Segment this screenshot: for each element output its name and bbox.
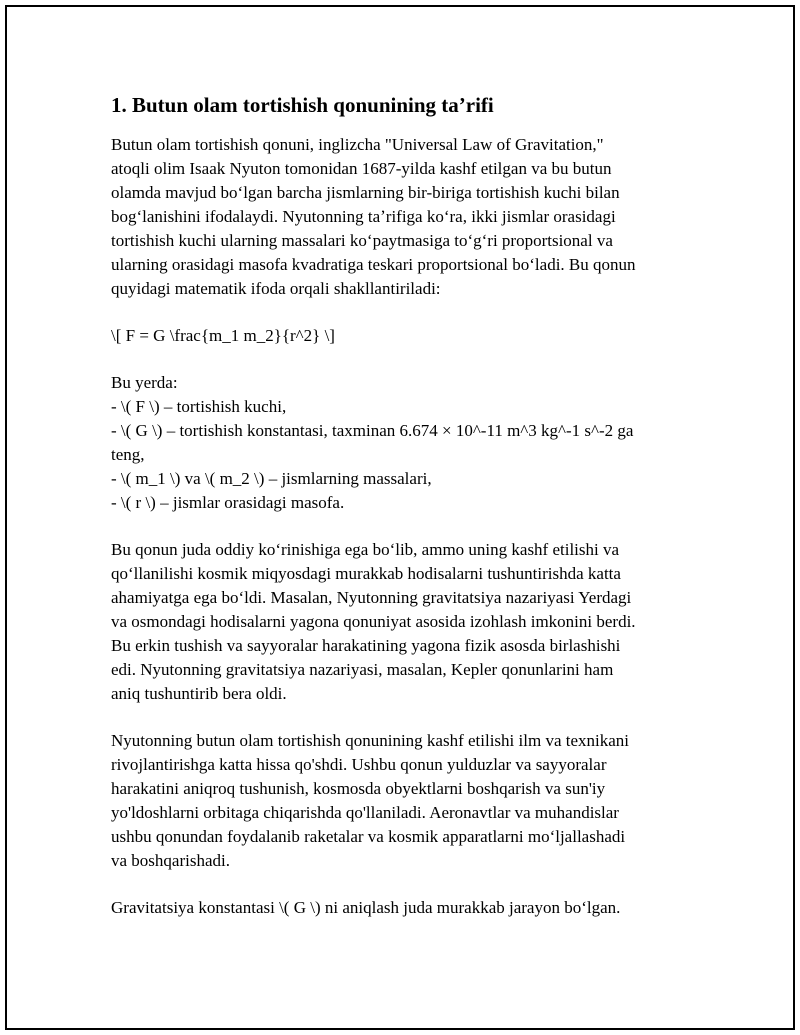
text-line: ahamiyatga ega boʻldi. Masalan, Nyutonning gravitatsiya nazariyasi Yerdagi [111,588,632,607]
paragraph-gap [111,873,701,896]
text-line: va osmondagi hodisalarni yagona qonuniyat asosida izohlash imkonini berdi. [111,612,636,631]
section-heading: 1. Butun olam tortishish qonunining ta’rifi [111,93,494,117]
text-line: bogʻlanishini ifodalaydi. Nyutonning taʼrifiga koʻra, ikki jismlar orasidagi [111,207,616,226]
text-line: Bu erkin tushish va sayyoralar harakatining yagona fizik asosda birlashishi [111,636,621,655]
text-line: harakatini aniqroq tushunish, kosmosda obyektlarni boshqarish va sun'iy [111,779,606,798]
paragraph-gap [111,348,701,371]
formula-text: \[ F = G \frac{m_1 m_2}{r^2} \] [111,326,335,345]
text-line: atoqli olim Isaak Nyuton tomonidan 1687-yilda kashf etilgan va bu butun [111,159,612,178]
definition-item-continuation: teng, [111,445,145,464]
paragraph-intro [111,133,701,301]
paragraph-gap [111,301,701,324]
document-body [111,92,701,920]
paragraph-gap [111,706,701,729]
paragraph-significance [111,538,701,706]
text-line: Bu qonun juda oddiy koʻrinishiga ega boʻlib, ammo uning kashf etilishi va [111,540,620,559]
text-line: olamda mavjud boʻlgan barcha jismlarning bir-biriga tortishish kuchi bilan [111,183,620,202]
definitions-intro: Bu yerda: [111,373,178,392]
paragraph-applications [111,729,701,873]
text-line: yo'ldoshlarni orbitaga chiqarishda qo'llaniladi. Aeronavtlar va muhandislar [111,803,619,822]
paragraph-gap [111,515,701,538]
text-line: qoʻllanilishi kosmik miqyosdagi murakkab hodisalarni tushuntirishda katta [111,564,621,583]
formula-line [111,324,701,348]
definition-item: - \( r \) – jismlar orasidagi masofa. [111,493,345,512]
text-line: Nyutonning butun olam tortishish qonunining kashf etilishi ilm va texnikani [111,731,629,750]
text-line: edi. Nyutonning gravitatsiya nazariyasi, masalan, Kepler qonunlarini ham [111,660,614,679]
definition-item: - \( G \) – tortishish konstantasi, taxminan 6.674 × 10^-11 m^3 kg^-1 s^-2 ga [111,421,634,440]
text-line: ularning orasidagi masofa kvadratiga teskari proportsional boʻladi. Bu qonun [111,255,636,274]
text-line: rivojlantirishga katta hissa qo'shdi. Ushbu qonun yulduzlar va sayyoralar [111,755,607,774]
text-line: Gravitatsiya konstantasi \( G \) ni aniqlash juda murakkab jarayon boʻlgan. [111,898,621,917]
text-line: Butun olam tortishish qonuni, inglizcha "Universal Law of Gravitation," [111,135,604,154]
text-line: aniq tushuntirib bera oldi. [111,684,287,703]
definition-item: - \( m_1 \) va \( m_2 \) – jismlarning massalari, [111,469,432,488]
text-line: tortishish kuchi ularning massalari koʻpaytmasiga toʻgʻri proportsional va [111,231,613,250]
paragraph-constant [111,896,701,920]
definitions-list [111,371,701,515]
definition-item: - \( F \) – tortishish kuchi, [111,397,287,416]
text-line: va boshqarishadi. [111,851,230,870]
text-line: quyidagi matematik ifoda orqali shakllantiriladi: [111,279,441,298]
text-line: ushbu qonundan foydalanib raketalar va kosmik apparatlarni moʻljallashadi [111,827,626,846]
